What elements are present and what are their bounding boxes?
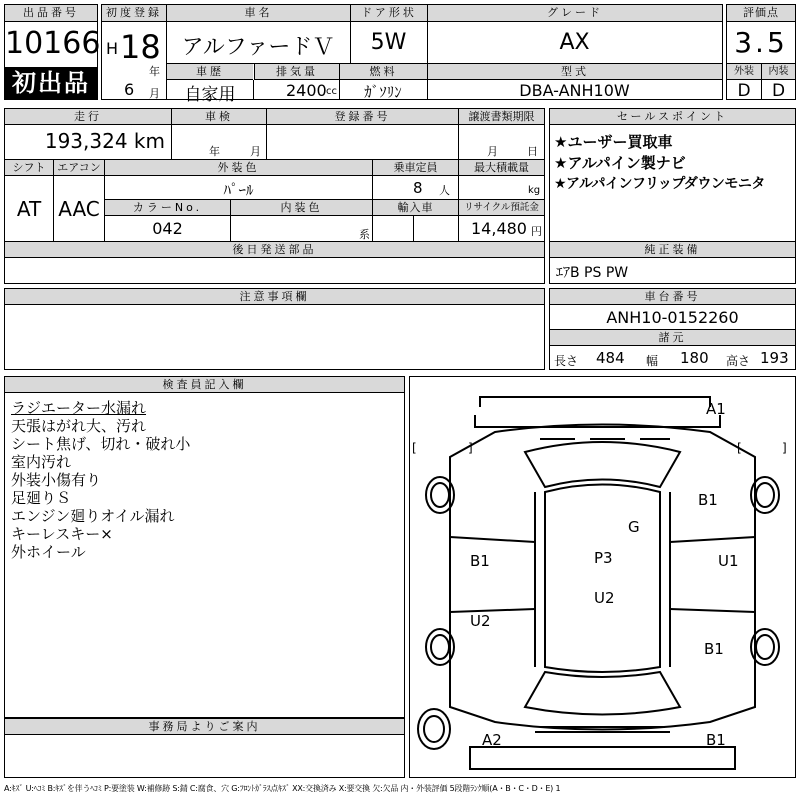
car-name: アルファードＶ xyxy=(181,35,335,60)
vehicle-info-box xyxy=(101,4,723,105)
svg-text:[: [ xyxy=(412,441,417,455)
height-label: 高さ xyxy=(726,354,751,368)
grade-value: AX xyxy=(559,30,590,55)
mileage-label: 走行 xyxy=(5,109,171,125)
sales-point-item: ★アルパインフリップダウンモニタ xyxy=(554,176,765,192)
era-prefix: H xyxy=(106,39,119,58)
inspector-comment: 外装小傷有り xyxy=(11,471,102,489)
color-no-label: カラーNo. xyxy=(105,200,230,216)
score-box xyxy=(726,4,796,100)
inspector-comment: ラジエーター水漏れ xyxy=(11,399,147,417)
shift-label: シフト xyxy=(5,160,53,176)
displacement-value: 2400 xyxy=(286,81,327,100)
color-no-value: 042 xyxy=(152,219,183,238)
displacement-label: 排気量 xyxy=(254,64,339,80)
width-label: 幅 xyxy=(646,354,659,368)
chassis-box xyxy=(549,288,796,370)
office-box xyxy=(4,718,405,778)
later-parts-label: 後日発送部品 xyxy=(5,242,544,258)
displacement-unit: cc xyxy=(326,86,337,97)
inspection-month-unit: 月 xyxy=(250,145,261,158)
damage-mark-right-door: U1 xyxy=(718,552,739,570)
sales-point-item: ★ユーザー買取車 xyxy=(554,133,673,151)
fuel-value: ｶﾞｿﾘﾝ xyxy=(364,83,402,101)
damage-mark-left-front-door: B1 xyxy=(470,552,490,570)
transfer-day-unit: 日 xyxy=(527,145,538,158)
grade-label: グレード xyxy=(427,5,722,22)
damage-mark-roof: G xyxy=(628,518,640,536)
damage-mark-rear-right: B1 xyxy=(706,731,726,749)
legend: A:ｷｽﾞ U:ﾍｺﾐ B:ｷｽﾞを伴うﾍｺﾐ P:要塗装 W:補修跡 S:錆 C:腐食、穴 G:ﾌﾛﾝﾄｶﾞﾗｽ点ｷｽﾞ XX:交換済み X:要交換 欠:欠品 内・外装評価 5段階ﾗﾝｸ順(A・B・C・D・E) 1 xyxy=(4,784,561,793)
door-value: 5W xyxy=(370,30,407,55)
lot-number-label: 出品番号 xyxy=(5,5,97,22)
int-color-unit: 系 xyxy=(359,228,370,241)
exterior-value: D xyxy=(737,81,751,101)
capacity-unit: 人 xyxy=(439,184,450,197)
mileage-value: 193,324 km xyxy=(44,129,165,153)
history-label: 車歴 xyxy=(167,64,253,80)
history-value: 自家用 xyxy=(184,85,236,105)
interior-value: D xyxy=(771,81,786,101)
score-value: 3.5 xyxy=(734,26,788,59)
inspector-comment: 天張はがれ大、汚れ xyxy=(11,417,147,435)
capacity-label: 乗車定員 xyxy=(372,160,458,176)
reg-month: 6 xyxy=(124,80,135,99)
details-box xyxy=(4,108,545,284)
inspector-comment: 室内汚れ xyxy=(11,453,72,471)
inspector-comment: 足廻りＳ xyxy=(11,489,72,507)
damage-mark-right-front: B1 xyxy=(698,491,718,509)
svg-text:]: ] xyxy=(782,441,787,455)
equipment-value: ｴｱB PS PW xyxy=(556,265,629,281)
damage-mark-rear-center: U2 xyxy=(594,589,615,607)
length-label: 長さ xyxy=(554,354,579,368)
car-name-label: 車名 xyxy=(166,5,350,22)
month-unit: 月 xyxy=(149,87,160,100)
width-value: 180 xyxy=(680,349,709,367)
ext-color-label: 外装色 xyxy=(104,160,372,176)
door-label: ドア形状 xyxy=(350,5,427,22)
import-label: 輸入車 xyxy=(372,200,458,216)
chassis-label: 車台番号 xyxy=(550,289,795,305)
damage-mark-roof-mid: P3 xyxy=(594,549,613,567)
office-label: 事務局よりご案内 xyxy=(5,719,404,735)
damage-diagram xyxy=(409,376,796,778)
damage-mark-front: A1 xyxy=(706,400,726,418)
inspector-comment: キーレスキー× xyxy=(11,525,113,543)
year-unit: 年 xyxy=(149,65,160,78)
notes-box xyxy=(4,288,545,370)
inspection-year-unit: 年 xyxy=(209,145,220,158)
ac-value: AAC xyxy=(58,197,100,221)
damage-mark-left-rear-door: U2 xyxy=(470,612,491,630)
damage-mark-right-rear: B1 xyxy=(704,640,724,658)
inspector-box xyxy=(4,376,405,718)
max-load-label: 最大積載量 xyxy=(458,160,544,176)
int-color-label: 内装色 xyxy=(230,200,372,216)
equipment-label: 純正装備 xyxy=(550,242,795,258)
max-load-unit: kg xyxy=(528,185,541,196)
capacity-value: 8 xyxy=(413,179,423,197)
lot-number-box xyxy=(4,4,101,100)
first-listing-text: 初出品 xyxy=(12,69,90,97)
exterior-label: 外装 xyxy=(727,64,761,80)
inspector-comment: 外ホイール xyxy=(11,543,86,561)
length-value: 484 xyxy=(596,349,625,367)
transfer-month-unit: 月 xyxy=(487,145,498,158)
car-outline-diagram xyxy=(410,377,795,777)
sales-point-item: ★アルパイン製ナビ xyxy=(554,154,686,172)
inspector-comment: エンジン廻りオイル漏れ xyxy=(11,507,175,525)
first-listing-badge xyxy=(5,67,97,99)
first-reg-label: 初度登録 xyxy=(102,5,166,22)
ac-label: エアコン xyxy=(53,160,104,176)
recycle-value: 14,480 xyxy=(471,219,527,238)
inspector-comment: シート焦げ、切れ・破れ小 xyxy=(11,435,191,453)
interior-label: 内装 xyxy=(761,64,795,80)
reg-year: 18 xyxy=(120,28,161,66)
ext-color-value: ﾊﾟｰﾙ xyxy=(223,181,254,199)
reg-number-label: 登録番号 xyxy=(266,109,458,125)
lot-number: 10166 xyxy=(5,26,101,61)
height-value: 193 xyxy=(760,349,789,367)
score-label: 評価点 xyxy=(727,5,795,22)
notes-label: 注意事項欄 xyxy=(5,289,544,305)
sales-points-box xyxy=(549,108,796,284)
model-value: DBA-ANH10W xyxy=(519,81,630,100)
svg-text:]: ] xyxy=(468,441,473,455)
svg-text:[: [ xyxy=(737,441,742,455)
recycle-label: リサイクル預託金 xyxy=(458,200,544,216)
model-label: 型式 xyxy=(427,64,722,80)
inspector-label: 検査員記入欄 xyxy=(5,377,404,393)
recycle-unit: 円 xyxy=(531,225,542,238)
damage-mark-rear-left: A2 xyxy=(482,731,502,749)
chassis-value: ANH10-0152260 xyxy=(606,308,739,327)
shift-value: AT xyxy=(16,197,42,221)
inspection-label: 車検 xyxy=(171,109,266,125)
dims-label: 諸元 xyxy=(550,330,795,346)
sales-points-label: セールスポイント xyxy=(550,109,795,125)
fuel-label: 燃料 xyxy=(339,64,427,80)
transfer-deadline-label: 譲渡書類期限 xyxy=(458,109,544,125)
